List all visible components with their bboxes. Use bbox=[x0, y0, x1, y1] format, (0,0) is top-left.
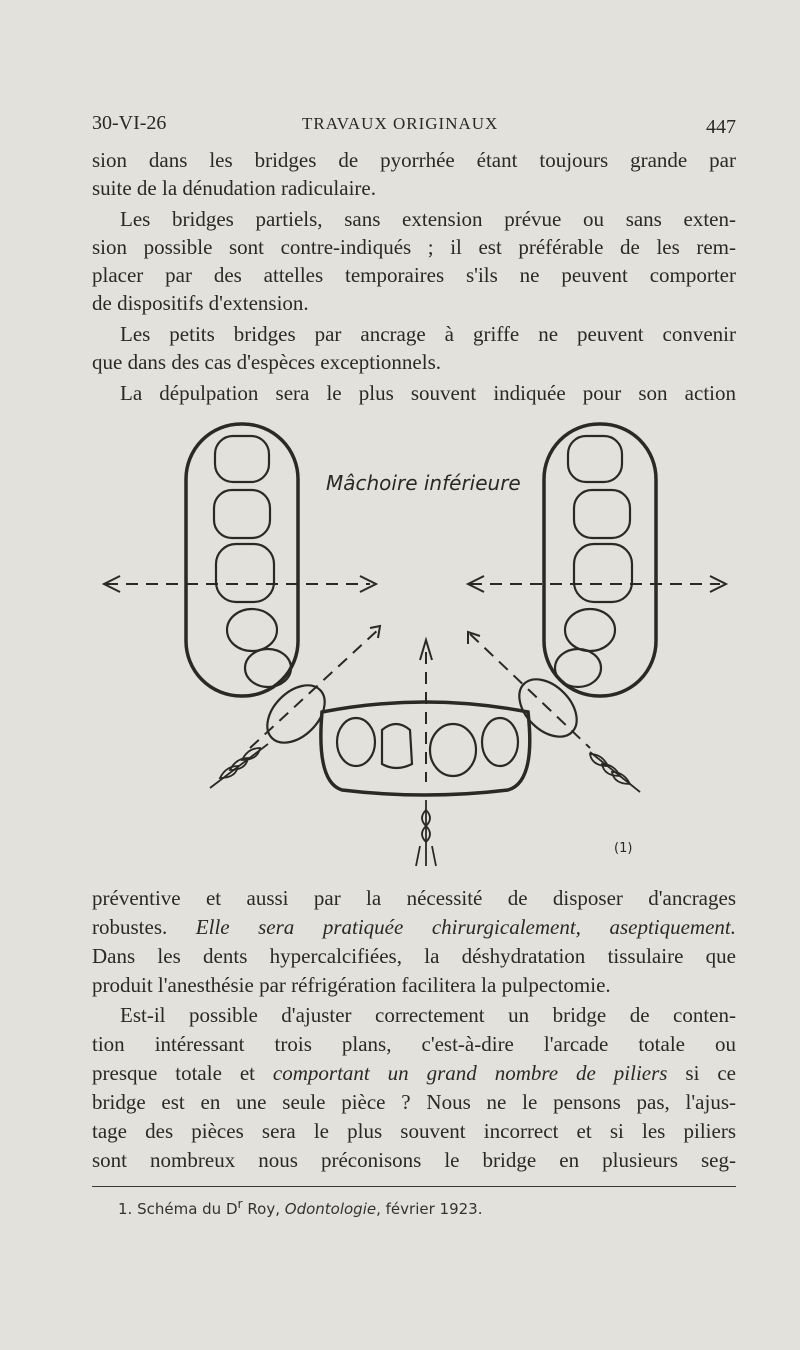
text-line: bridge est en une seule pièce ? Nous ne le pensons pas, l'ajus- bbox=[92, 1090, 736, 1114]
header-date: 30-VI-26 bbox=[92, 112, 167, 134]
page-number: 447 bbox=[706, 116, 736, 138]
jaw-diagram bbox=[90, 412, 740, 880]
text-line: de dispositifs d'extension. bbox=[92, 291, 309, 315]
footnote-text: , février 1923. bbox=[376, 1200, 483, 1218]
text-line: que dans des cas d'espèces exceptionnels. bbox=[92, 350, 441, 374]
text-line: Est-il possible d'ajuster correctement un bridge de conten- bbox=[120, 1003, 736, 1027]
text-line: Les petits bridges par ancrage à griffe ne peuvent convenir bbox=[120, 322, 736, 346]
text-span: presque totale et bbox=[92, 1061, 273, 1085]
text-line bbox=[92, 1059, 736, 1087]
footnote bbox=[118, 1196, 482, 1218]
text-line: tion intéressant trois plans, c'est-à-dire l'arcade totale ou bbox=[92, 1032, 736, 1056]
header-section-title: TRAVAUX ORIGINAUX bbox=[302, 114, 499, 133]
figure-note-mark: (1) bbox=[614, 841, 633, 856]
text-line: sont nombreux nous préconisons le bridge en plusieurs seg- bbox=[92, 1148, 736, 1172]
text-span: si ce bbox=[667, 1061, 737, 1085]
text-line: sion dans les bridges de pyorrhée étant toujours grande par bbox=[92, 148, 736, 172]
text-span: robustes. bbox=[92, 915, 196, 939]
footnote-divider bbox=[92, 1186, 736, 1187]
footnote-text: Roy, bbox=[242, 1200, 285, 1218]
left-arch-segment bbox=[186, 424, 298, 696]
footnote-text: 1. Schéma du D bbox=[118, 1200, 238, 1218]
text-line bbox=[92, 913, 736, 941]
text-line: sion possible sont contre-indiqués ; il est préférable de les rem- bbox=[92, 235, 736, 259]
text-line: suite de la dénudation radiculaire. bbox=[92, 176, 376, 200]
text-line: tage des pièces sera le plus souvent incorrect et si les piliers bbox=[92, 1119, 736, 1143]
text-line: préventive et aussi par la nécessité de disposer d'ancrages bbox=[92, 886, 736, 910]
footnote-journal: Odontologie bbox=[284, 1200, 377, 1218]
figure-label: Mâchoire inférieure bbox=[326, 471, 521, 495]
footnote-superscript: r bbox=[237, 1196, 243, 1211]
text-line: La dépulpation sera le plus souvent indiquée pour son action bbox=[120, 381, 736, 405]
italic-text: comportant un grand nombre de piliers bbox=[272, 1061, 668, 1085]
right-arch-segment bbox=[544, 424, 656, 696]
text-line: Les bridges partiels, sans extension prévue ou sans exten- bbox=[120, 207, 736, 231]
running-header bbox=[92, 112, 736, 142]
text-line: placer par des attelles temporaires s'ils ne peuvent comporter bbox=[92, 263, 736, 287]
italic-text: Elle sera pratiquée chirurgicalement, aseptiquement. bbox=[195, 915, 737, 939]
text-line: produit l'anesthésie par réfrigération facilitera la pulpectomie. bbox=[92, 973, 611, 997]
text-line: Dans les dents hypercalcifiées, la déshydratation tissulaire que bbox=[92, 944, 736, 968]
